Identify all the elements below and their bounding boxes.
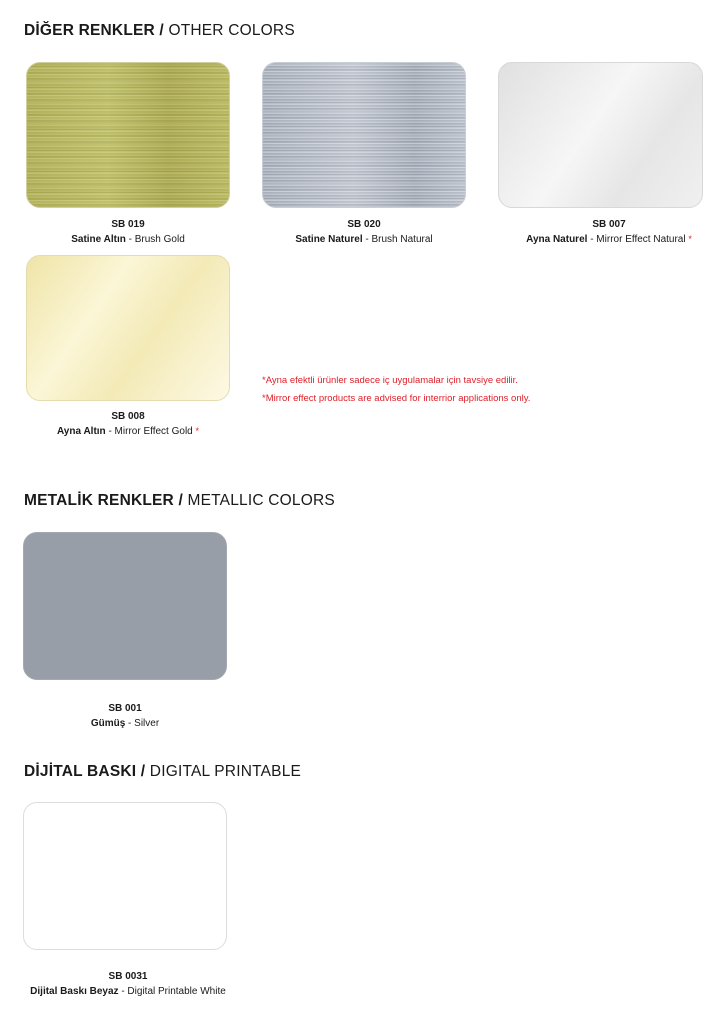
caption-sb020	[262, 217, 466, 247]
caption-sb019	[26, 217, 230, 247]
section-title-other-colors	[24, 22, 295, 40]
section-title-en: METALLIC COLORS	[187, 492, 335, 509]
caption-sb008	[26, 409, 230, 439]
swatch-code: SB 020	[347, 219, 381, 230]
swatch-name-tr: Ayna Altın	[56, 426, 106, 437]
asterisk-mark: *	[195, 426, 200, 436]
swatch-name-en: - Silver	[125, 718, 160, 729]
swatch-sb001	[23, 532, 227, 680]
section-title-tr: DİJİTAL BASKI	[24, 763, 137, 780]
swatch-name-tr: Gümüş	[90, 718, 126, 729]
section-title-tr: DİĞER RENKLER	[24, 22, 155, 39]
swatch-name-tr: Dijital Baskı Beyaz	[30, 986, 119, 997]
swatch-sb020	[262, 62, 466, 208]
swatch-name-en: - Brush Natural	[362, 234, 433, 245]
note-en: *Mirror effect products are advised for interrior applications only.	[262, 393, 531, 404]
section-title-separator: /	[173, 492, 188, 509]
caption-sb0031	[10, 969, 246, 999]
section-title-en: DIGITAL PRINTABLE	[149, 763, 302, 780]
swatch-code: SB 019	[111, 219, 145, 230]
caption-sb007	[498, 217, 720, 247]
asterisk-mark: *	[688, 234, 692, 244]
swatch-sb0031	[23, 802, 227, 950]
swatch-code: SB 008	[111, 411, 145, 422]
section-title-separator: /	[154, 22, 169, 39]
section-title-separator: /	[136, 763, 150, 780]
swatch-name-en: - Digital Printable White	[118, 986, 226, 997]
section-title-metallic-colors	[24, 492, 335, 510]
swatch-code: SB 001	[108, 703, 142, 714]
section-title-tr: METALİK RENKLER	[24, 492, 174, 509]
caption-sb001	[23, 701, 227, 731]
swatch-code: SB 0031	[108, 971, 148, 982]
swatch-sb019	[26, 62, 230, 208]
swatch-sb008	[26, 255, 230, 401]
swatch-name-en: - Mirror Effect Gold	[105, 426, 193, 437]
swatch-name-en: - Brush Gold	[125, 234, 185, 245]
swatch-name-tr: Satine Altın	[71, 234, 126, 245]
swatch-name-tr: Ayna Naturel	[526, 234, 588, 245]
note-tr: *Ayna efektli ürünler sadece iç uygulamalar için tavsiye edilir.	[262, 375, 518, 386]
section-title-digital-printable	[24, 763, 301, 781]
swatch-sb007	[498, 62, 703, 208]
section-title-en: OTHER COLORS	[168, 22, 295, 39]
swatch-name-en: - Mirror Effect Natural	[587, 234, 686, 245]
swatch-name-tr: Satine Naturel	[295, 234, 363, 245]
swatch-code: SB 007	[592, 219, 626, 230]
